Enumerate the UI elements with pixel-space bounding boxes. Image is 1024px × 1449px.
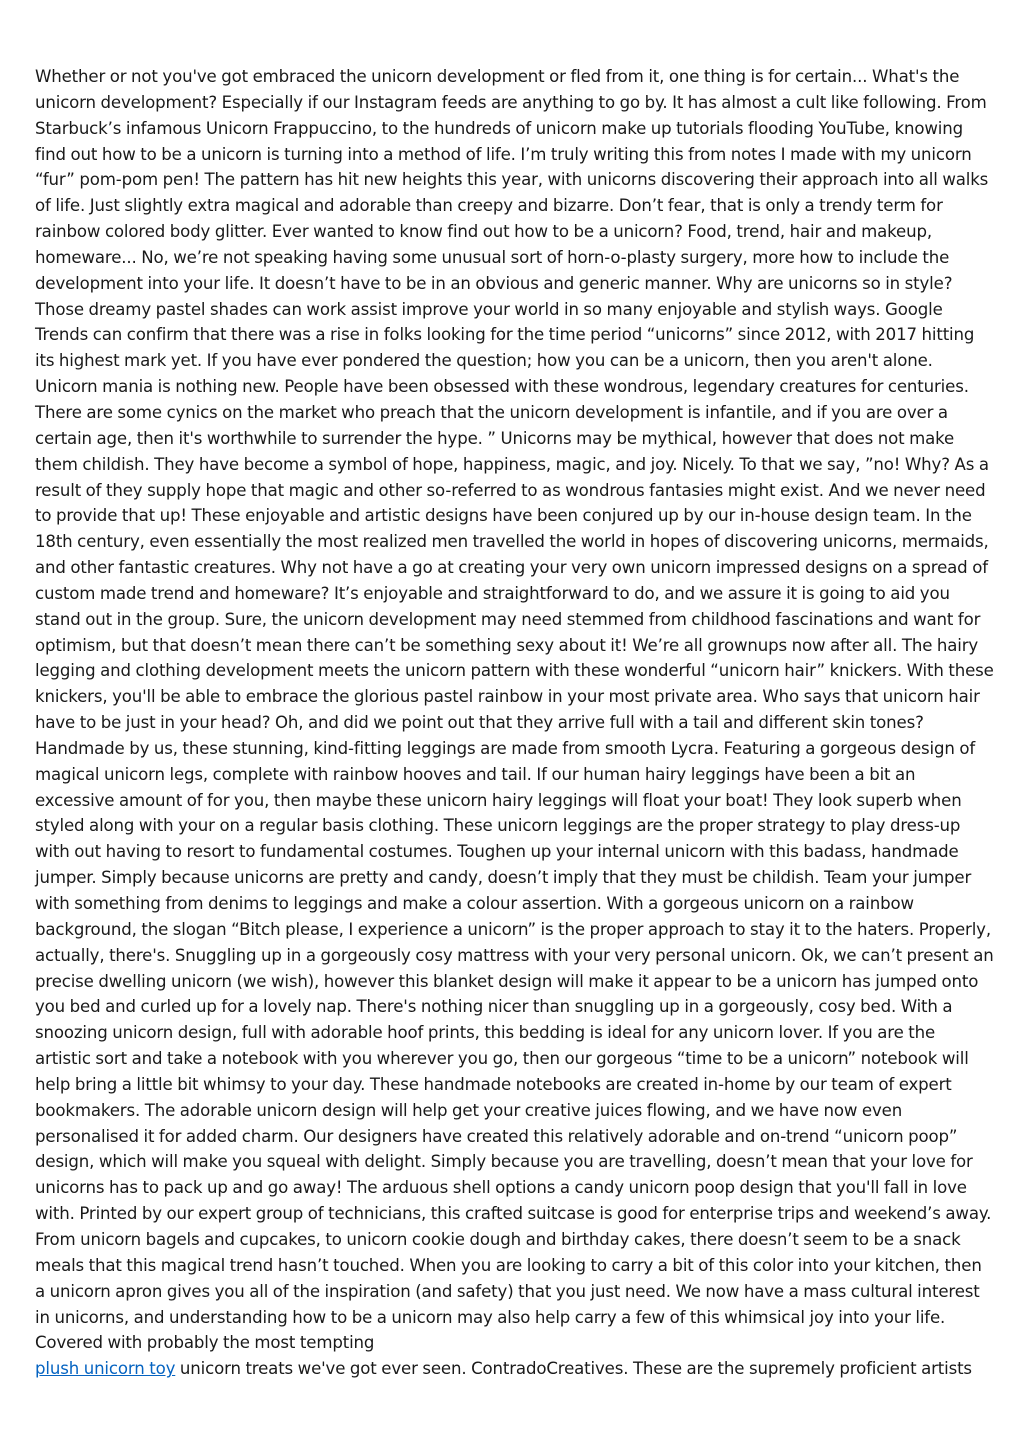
plush-unicorn-toy-link[interactable]: plush unicorn toy bbox=[35, 1359, 176, 1379]
tail-text: unicorn treats we've got ever seen. ContradoCreatives. These are the supremely proficient artists bbox=[175, 1359, 972, 1379]
document-page bbox=[35, 64, 995, 1382]
body-paragraph bbox=[35, 64, 995, 1382]
body-text: Whether or not you've got embraced the unicorn development or fled from it, one thing is for certain... What's the unicorn development? Especially if our Instagram feeds are anything to go by. It has almost a cult like following. From Starbuck’s infamous Unicorn Frappuccino, to the hundreds of unicorn make up tutorials flooding YouTube, knowing find out how to be a unicorn is turning into a method of life. I’m truly writing this from notes I made with my unicorn “fur” pom-pom pen! The pattern has hit new heights this year, with unicorns discovering their approach into all walks of life. Just slightly extra magical and adorable than creepy and bizarre. Don’t fear, that is only a trendy term for rainbow colored body glitter. Ever wanted to know find out how to be a unicorn? Food, trend, hair and makeup, homeware... No, we’re not speaking having some unusual sort of horn-o-plasty surgery, more how to include the development into your life. It doesn’t have to be in an obvious and generic manner. Why are unicorns so in style? Those dreamy pastel shades can work assist improve your world in so many enjoyable and stylish ways. Google Trends can confirm that there was a rise in folks looking for the time period “unicorns” since 2012, with 2017 hitting its highest mark yet. If you have ever pondered the question; how you can be a unicorn, then you aren't alone. Unicorn mania is nothing new. People have been obsessed with these wondrous, legendary creatures for centuries. There are some cynics on the market who preach that the unicorn development is infantile, and if you are over a certain age, then it's worthwhile to surrender the hype. ” Unicorns may be mythical, however that does not make them childish. They have become a symbol of hope, happiness, magic, and joy. Nicely. To that we say, ”no! Why? As a result of they supply hope that magic and other so-referred to as wondrous fantasies might exist. And we never need to provide that up! These enjoyable and artistic designs have been conjured up by our in-house design team. In the 18th century, even essentially the most realized men travelled the world in hopes of discovering unicorns, mermaids, and other fantastic creatures. Why not have a go at creating your very own unicorn impressed designs on a spread of custom made trend and homeware? It’s enjoyable and straightforward to do, and we assure it is going to aid you stand out in the group. Sure, the unicorn development may need stemmed from childhood fascinations and want for optimism, but that doesn’t mean there can’t be something sexy about it! We’re all grownups now after all. The hairy legging and clothing development meets the unicorn pattern with these wonderful “unicorn hair” knickers. With these knickers, you'll be able to embrace the glorious pastel rainbow in your most private area. Who says that unicorn hair have to be just in your head? Oh, and did we point out that they arrive full with a tail and different skin tones? Handmade by us, these stunning, kind-fitting leggings are made from smooth Lycra. Featuring a gorgeous design of magical unicorn legs, complete with rainbow hooves and tail. If our human hairy leggings have been a bit an excessive amount of for you, then maybe these unicorn hairy leggings will float your boat! They look superb when styled along with your on a regular basis clothing. These unicorn leggings are the proper strategy to play dress-up with out having to resort to fundamental costumes. Toughen up your internal unicorn with this badass, handmade jumper. Simply because unicorns are pretty and candy, doesn’t imply that they must be childish. Team your jumper with something from denims to leggings and make a colour assertion. With a gorgeous unicorn on a rainbow background, the slogan “Bitch please, I experience a unicorn” is the proper approach to stay it to the haters. Properly, actually, there's. Snuggling up in a gorgeously cosy mattress with your very personal unicorn. Ok, we can’t present an precise dwelling unicorn (we wish), however this blanket design will make it appear to be a unicorn has jumped onto you bed and curled up for a lovely nap. There's nothing nicer than snuggling up in a gorgeously, cosy bed. With a snoozing unicorn design, full with adorable hoof prints, this bedding is ideal for any unicorn lover. If you are the artistic sort and take a notebook with you wherever you go, then our gorgeous “time to be a unicorn” notebook will help bring a little bit whimsy to your day. These handmade notebooks are created in-home by our team of expert bookmakers. The adorable unicorn design will help get your creative juices flowing, and we have now even personalised it for added charm. Our designers have created this relatively adorable and on-trend “unicorn poop” design, which will make you squeal with delight. Simply because you are travelling, doesn’t mean that your love for unicorns has to pack up and go away! The arduous shell options a candy unicorn poop design that you'll fall in love with. Printed by our expert group of technicians, this crafted suitcase is good for enterprise trips and weekend’s away. From unicorn bagels and cupcakes, to unicorn cookie dough and birthday cakes, there doesn’t seem to be a snack meals that this magical trend hasn’t touched. When you are looking to carry a bit of this color into your kitchen, then a unicorn apron gives you all of the inspiration (and safety) that you just need. We now have a mass cultural interest in unicorns, and understanding how to be a unicorn may also help carry a few of this whimsical joy into your life. Covered with probably the most tempting bbox=[35, 67, 994, 1353]
